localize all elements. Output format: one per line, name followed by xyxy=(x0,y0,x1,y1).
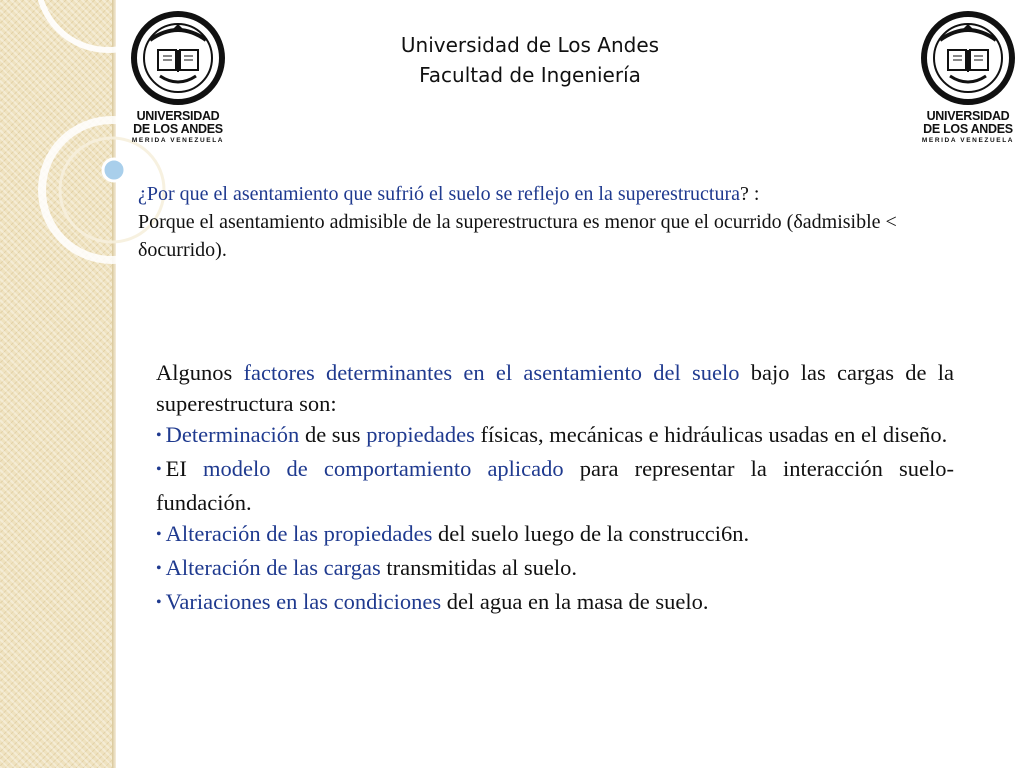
logo-line-3: MERIDA VENEZUELA xyxy=(131,137,225,144)
bullet-icon: • xyxy=(156,461,162,478)
factor-text: del agua en la masa de suelo. xyxy=(441,589,709,614)
logo-text-left xyxy=(130,110,226,145)
factor-highlight: Alteración de las propiedades xyxy=(165,521,433,546)
university-seal-icon xyxy=(130,10,226,110)
logo-line-1: UNIVERSIDAD xyxy=(136,109,220,123)
list-item xyxy=(156,552,954,586)
logo-line-2: DE LOS ANDES xyxy=(923,122,1013,136)
page-header xyxy=(330,30,730,90)
question-prompt-end: ? : xyxy=(740,183,760,205)
question-prompt: ¿Por que el asentamiento que sufrió el suelo se reflejo en la superestructura xyxy=(138,183,741,205)
intro-text-2: bajo las cargas de la superestructura son: xyxy=(156,360,954,416)
list-item xyxy=(156,518,954,552)
factor-text: para representar la interacción suelo-fundación. xyxy=(156,456,954,515)
bullet-icon: • xyxy=(156,526,162,543)
university-logo-left xyxy=(130,10,226,150)
factor-text: transmitidas al suelo. xyxy=(380,555,577,580)
factor-highlight: Alteración de las cargas xyxy=(165,555,381,580)
university-name: Universidad de Los Andes xyxy=(400,33,660,57)
list-item xyxy=(156,453,954,518)
logo-line-3: MERIDA VENEZUELA xyxy=(921,137,1015,144)
bullet-icon: • xyxy=(156,427,162,444)
bullet-icon: • xyxy=(156,594,162,611)
factor-text: de sus xyxy=(299,422,367,447)
question-answer: Porque el asentamiento admisible de la superestructura es menor que el ocurrido (δadmisible < δocurrido). xyxy=(138,211,897,261)
logo-text-right xyxy=(920,110,1016,145)
logo-line-2: DE LOS ANDES xyxy=(133,122,223,136)
factor-text: físicas, mecánicas e hidráulicas usadas en el diseño. xyxy=(474,422,948,447)
factor-highlight: propiedades xyxy=(366,422,475,447)
factor-text: del suelo luego de la construcci6n. xyxy=(432,521,750,546)
factors-list xyxy=(156,419,954,620)
faculty-name: Facultad de Ingeniería xyxy=(419,63,641,87)
factor-highlight: Determinación xyxy=(165,422,300,447)
factor-highlight: modelo de comportamiento aplicado xyxy=(202,456,564,481)
university-seal-icon xyxy=(920,10,1016,110)
logo-line-1: UNIVERSIDAD xyxy=(926,109,1010,123)
decorative-blue-dot xyxy=(103,159,125,181)
question-block xyxy=(138,180,988,264)
list-item xyxy=(156,586,954,620)
factor-highlight: Variaciones en las condiciones xyxy=(165,589,442,614)
bullet-icon: • xyxy=(156,560,162,577)
factors-intro xyxy=(156,357,954,419)
intro-text-1: Algunos xyxy=(156,360,244,385)
university-logo-right xyxy=(920,10,1016,150)
intro-highlight: factores determinantes en el asentamiento del suelo xyxy=(243,360,740,385)
factor-prefix: EI xyxy=(165,456,203,481)
list-item xyxy=(156,419,954,453)
factors-block xyxy=(156,357,954,620)
